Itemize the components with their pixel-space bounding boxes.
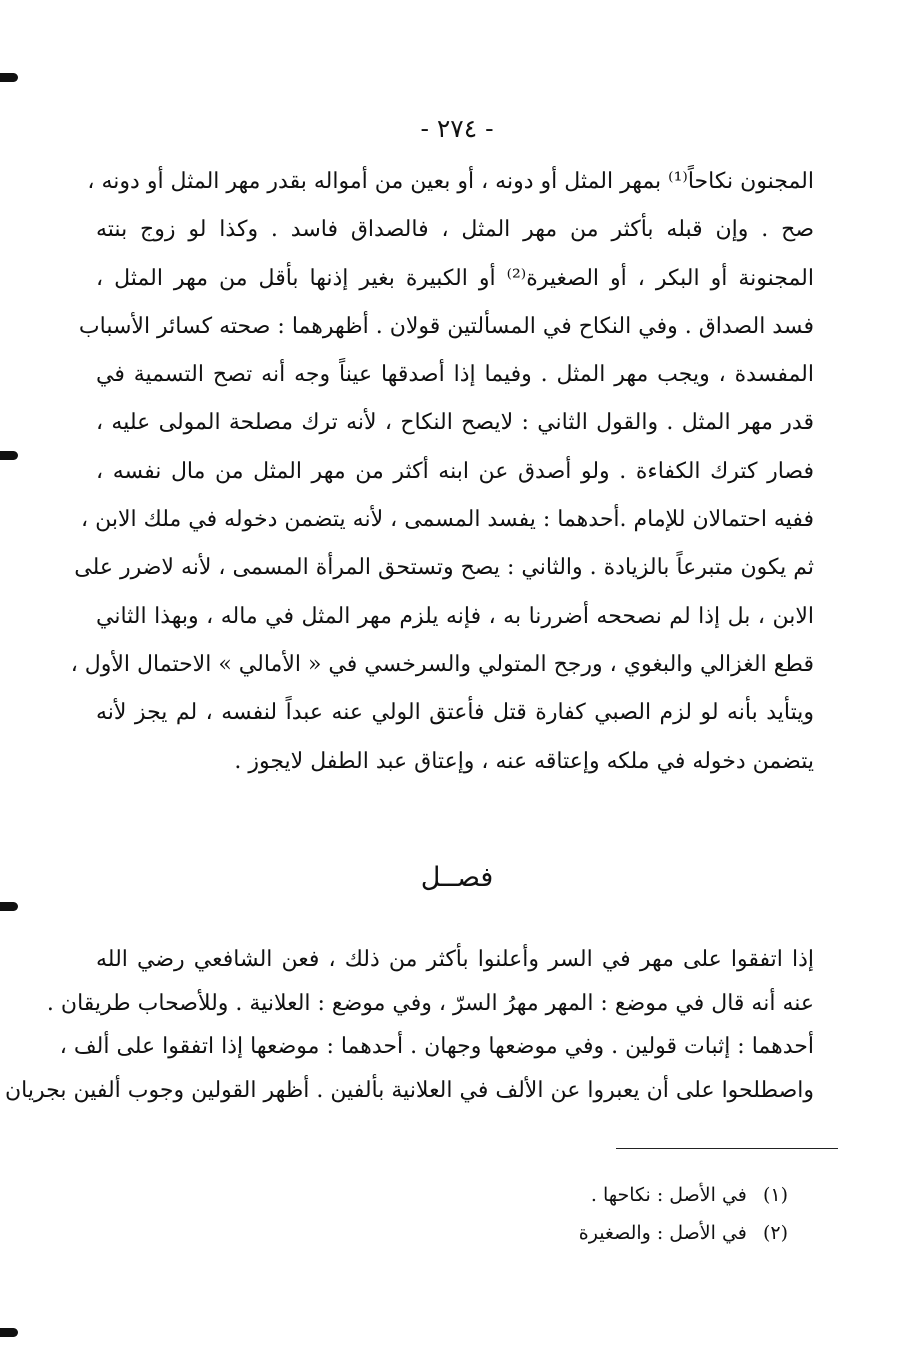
section-heading: فصــل [420,862,494,893]
text-line: المفسدة ، ويجب مهر المثل . وفيما إذا أصدقها عيناً وجه أنه تصح التسمية في [96,362,814,388]
text-line: إذا اتفقوا على مهر في السر وأعلنوا بأكثر من ذلك ، فعن الشافعي رضي الله [96,947,814,972]
text-line: فسد الصداق . وفي النكاح في المسألتين قولان . أظهرهما : صحته كسائر الأسباب [78,313,814,339]
text-line: الابن ، بل إذا لم نصححه أضررنا به ، فإنه يلزم مهر المثل في ماله ، وبهذا الثاني [96,603,814,629]
text-line: ويتأيد بأنه لو لزم الصبي كفارة قتل فأعتق الولي عنه عبداً لنفسه ، لم يجز لأنه [96,700,814,726]
text-line: صح . وإن قبله بأكثر من مهر المثل ، فالصداق فاسد . وكذا لو زوج بنته [96,217,814,243]
text-line: قطع الغزالي والبغوي ، ورجح المتولي والسرخسي في « الأمالي » الاحتمال الأول ، [70,651,814,677]
footnotes [368,1176,788,1252]
scan-edge-mark [0,902,18,911]
body-paragraph-2 [5,938,814,1112]
text-line: عنه أنه قال في موضع : المهر مهرُ السرّ ، وفي موضع : العلانية . وللأصحاب طريقان . [46,990,814,1016]
footnote-number: (٢) [762,1222,788,1244]
text-line: ففيه احتمالان للإمام .أحدهما : يفسد المسمى ، لأنه يتضمن دخوله في ملك الابن ، [81,507,814,533]
page-number: - ٢٧٤ - [420,114,494,143]
text-line: يتضمن دخوله في ملكه وإعتاقه عنه ، وإعتاق عبد الطفل لايجوز . [234,748,814,774]
text-line: فصار كترك الكفاءة . ولو أصدق عن ابنه أكثر من مهر المثل من مال نفسه ، [96,458,814,484]
text-line: قدر مهر المثل . والقول الثاني : لايصح النكاح ، لأنه ترك مصلحة المولى عليه ، [96,410,814,436]
text-line: ثم يكون متبرعاً بالزيادة . والثاني : يصح وتستحق المرأة المسمى ، لأنه لاضرر على [74,555,814,581]
footnote-text: في الأصل : والصغيرة [578,1222,747,1244]
scan-edge-mark [0,451,18,460]
text-line: المجنون نكاحاً⁽¹⁾ بمهر المثل أو دونه ، أو بعين من أمواله بقدر مهر المثل أو دونه ، [87,169,814,194]
text-line: واصطلحوا على أن يعبروا عن الألف في العلانية بألفين . أظهر القولين وجوب ألفين بجريان [5,1077,814,1103]
scan-edge-mark [0,1328,18,1337]
footnote-text: في الأصل : نكاحها . [590,1184,747,1206]
footnote-2 [368,1214,788,1252]
body-paragraph-1 [70,158,814,786]
footnote-1 [368,1176,788,1214]
footnote-divider [616,1148,838,1149]
text-line: أحدهما : إثبات قولين . وفي موضعها وجهان . أحدهما : موضعها إذا اتفقوا على ألف ، [59,1034,814,1059]
footnote-number: (١) [762,1184,788,1206]
scan-edge-mark [0,73,18,82]
text-line: المجنونة أو البكر ، أو الصغيرة⁽²⁾ أو الكبيرة بغير إذنها بأقل من مهر المثل ، [96,265,814,291]
